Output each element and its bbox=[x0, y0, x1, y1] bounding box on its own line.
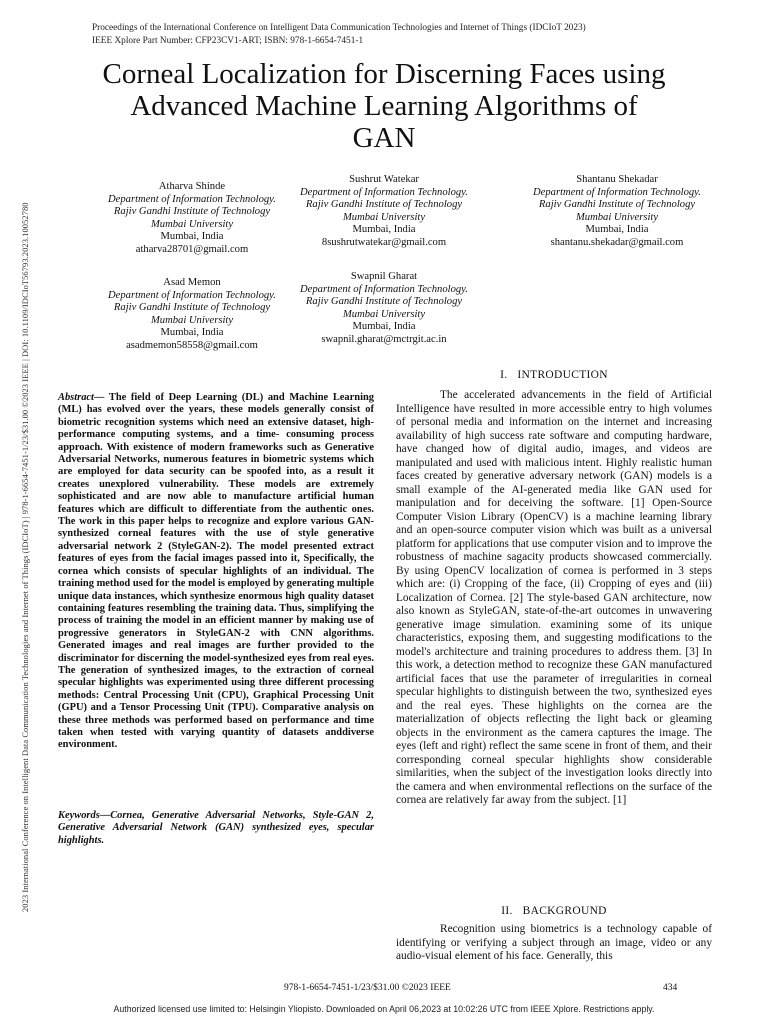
author-department: Department of Information Technology. bbox=[300, 186, 468, 198]
author-university: Mumbai University bbox=[342, 308, 426, 320]
author-email: swapnil.gharat@mctrgit.ac.in bbox=[321, 333, 447, 345]
author-department: Department of Information Technology. bbox=[533, 186, 701, 198]
paragraph: The accelerated advancements in the field of Artificial Intelligence have resulted in more accessible entry to high volumes of personal media and information on the internet and increasing availability of high success rate software and computing hardware, have changed how of digital audio, images, and videos are manipulated and used with malicious intent. Highly realistic human faces created by generative adversary network (GAN) models is a small example of the AI-generated media like GAN used for manipulation and for deceiving the software. [1] Open-Source Computer Vision Library (OpenCV) is a machine learning library and an open-source computer vision which was built as a universal platform for applications that use computer vision and to improve the robustness of machine sagacity products showcased commercially. By using OpenCV localization of cornea is performed in 3 steps which are: (i) Cropping of the face, (ii) Cropping of eyes and (iii) Localization of Cornea. [2] The style-based GAN architecture, now also known as StyleGAN, state-of-the-art outcomes in unwavering generative image simulation. examining some of its unique characteristics, exposing them, and suggesting modifications to the model's architecture and training procedures to address them. [3] In this work, a detection method to recognize these GAN manufactured artificial faces that use the parameter of irregularities in corneal specular highlights to distinguish between the two, synthesized eyes and the real eyes. These highlights on the cornea are the materialization of objects reflecting the light back or gleaming objects in the environment as the camera captures the image. The eyes (left and right) reflect the same scene in front of them, and their corresponding corneal specular highlights show considerable similarities, when the subject of the investigation looks directly into the camera and when environmental reflections on the surface of the cornea are relatively far away from the subject. [1] bbox=[396, 389, 712, 806]
author-name: Swapnil Gharat bbox=[350, 271, 418, 282]
isbn-line: IEEE Xplore Part Number: CFP23CV1-ART; ISBN: 978-1-6654-7451-1 bbox=[92, 35, 364, 46]
author-institute: Rajiv Gandhi Institute of Technology bbox=[113, 302, 271, 314]
author-name: Asad Memon bbox=[163, 277, 221, 288]
section-number: II. bbox=[501, 905, 513, 917]
author-email: atharva28701@gmail.com bbox=[135, 243, 249, 255]
author-institute: Rajiv Gandhi Institute of Technology bbox=[113, 206, 271, 218]
author-city: Mumbai, India bbox=[160, 231, 224, 243]
license-note: Authorized licensed use limited to: Helsingin Yliopisto. Downloaded on April 06,2023 at 10:02:26 UTC from IEEE Xplore. Restrictions apply. bbox=[113, 1004, 655, 1014]
keywords: Keywords—Cornea, Generative Adversarial Networks, Style-GAN 2, Generative Adversarial Network (GAN) synthesized eyes, specular highlights. bbox=[58, 810, 374, 846]
author-block bbox=[278, 271, 490, 347]
author-institute: Rajiv Gandhi Institute of Technology bbox=[538, 199, 696, 211]
paper-title bbox=[60, 58, 708, 154]
author-department: Department of Information Technology. bbox=[300, 283, 468, 295]
author-block bbox=[511, 174, 723, 250]
section-number: I. bbox=[500, 369, 508, 381]
author-city: Mumbai, India bbox=[352, 224, 416, 236]
side-citation: 2023 International Conference on Intelligent Data Communication Technologies and Internet of Things (IDCIoT) | 978-1-6654-7451-1/23/$31.00 ©2023 IEEE | DOI: 10.1109/IDCIoT56793.2023.10052780 bbox=[20, 202, 30, 912]
section-heading-background bbox=[396, 905, 712, 917]
author-department: Department of Information Technology. bbox=[108, 193, 276, 205]
author-institute: Rajiv Gandhi Institute of Technology bbox=[305, 296, 463, 308]
author-university: Mumbai University bbox=[150, 218, 234, 230]
author-university: Mumbai University bbox=[575, 211, 659, 223]
abstract-text: The field of Deep Learning (DL) and Machine Learning (ML) has evolved over the years, these models generally consist of biometric recognition systems which need an extensive dataset, high-performance computing systems, and a time- consuming process approach. With existence of modern frameworks such as Generative Adversarial Networks, numerous features in biometric systems which are employed for data security can be spoofed into, as a result it creates unexplored vulnerability. These models are extremely sophisticated and are now able to manufacture artificial human features which are difficult to differentiate from the authentic ones. The work in this paper helps to recognize and explore various GAN-synthesized corneal features with the use of style generative adversarial network 2 (StyleGAN-2). The model presented extract features of eyes from the facial images passed into it, Specifically, the cornea which consists of specular highlights of an individual. The training method used for the model is employed by generating multiple unique data instances, which synthesize enormous high quality dataset containing features resembling the training data. Thus, simplifying the process of training the model in an efficient manner by making use of progressive generators in StyleGAN-2 with CNN algorithms. Generated images and real images are further provided to the discriminator for discerning the model-synthesized eyes from real eyes. The generation of synthesized images, to the extraction of corneal specular highlights was experimented using three different processing methods: Central Processing Unit (CPU), Graphical Processing Unit (GPU) and a Tensor Processing Unit (TPU). Comparative analysis on these three methods was performed based on performance and time taken when tested with varying quantity of datasets anddiverse environment. bbox=[58, 392, 374, 751]
author-name: Sushrut Watekar bbox=[349, 174, 419, 185]
author-name: Atharva Shinde bbox=[158, 181, 226, 192]
author-city: Mumbai, India bbox=[352, 321, 416, 333]
author-institute: Rajiv Gandhi Institute of Technology bbox=[305, 199, 463, 211]
section-title: INTRODUCTION bbox=[517, 369, 608, 381]
author-university: Mumbai University bbox=[342, 211, 426, 223]
author-email: 8sushrutwatekar@gmail.com bbox=[321, 236, 447, 248]
author-block bbox=[278, 174, 490, 250]
copyright-line: 978-1-6654-7451-1/23/$31.00 ©2023 IEEE bbox=[284, 983, 451, 993]
section-title: BACKGROUND bbox=[522, 905, 607, 917]
author-department: Department of Information Technology. bbox=[108, 289, 276, 301]
author-city: Mumbai, India bbox=[160, 327, 224, 339]
author-university: Mumbai University bbox=[150, 314, 234, 326]
proceedings-header bbox=[92, 22, 712, 47]
author-block bbox=[86, 181, 298, 257]
author-email: asadmemon58558@gmail.com bbox=[126, 339, 258, 351]
introduction-body bbox=[396, 389, 712, 808]
abstract bbox=[58, 392, 374, 752]
author-email: shantanu.shekadar@gmail.com bbox=[550, 236, 684, 248]
title-line: GAN bbox=[352, 122, 416, 154]
proceedings-line: Proceedings of the International Conference on Intelligent Data Communication Technologies and Internet of Things (IDCIoT 2023) bbox=[92, 23, 586, 33]
title-line: Advanced Machine Learning Algorithms of bbox=[130, 90, 638, 122]
title-line: Corneal Localization for Discerning Faces using bbox=[102, 58, 666, 90]
background-body bbox=[396, 923, 712, 964]
paragraph: Recognition using biometrics is a technology capable of identifying or verifying a subject through an image, video or any audio-visual element of his face. Generally, this bbox=[396, 923, 712, 962]
abstract-lead: Abstract— bbox=[58, 392, 105, 403]
author-name: Shantanu Shekadar bbox=[576, 174, 658, 185]
author-city: Mumbai, India bbox=[585, 224, 649, 236]
author-block bbox=[86, 277, 298, 353]
page-number: 434 bbox=[663, 983, 678, 993]
section-heading-introduction bbox=[396, 369, 712, 381]
